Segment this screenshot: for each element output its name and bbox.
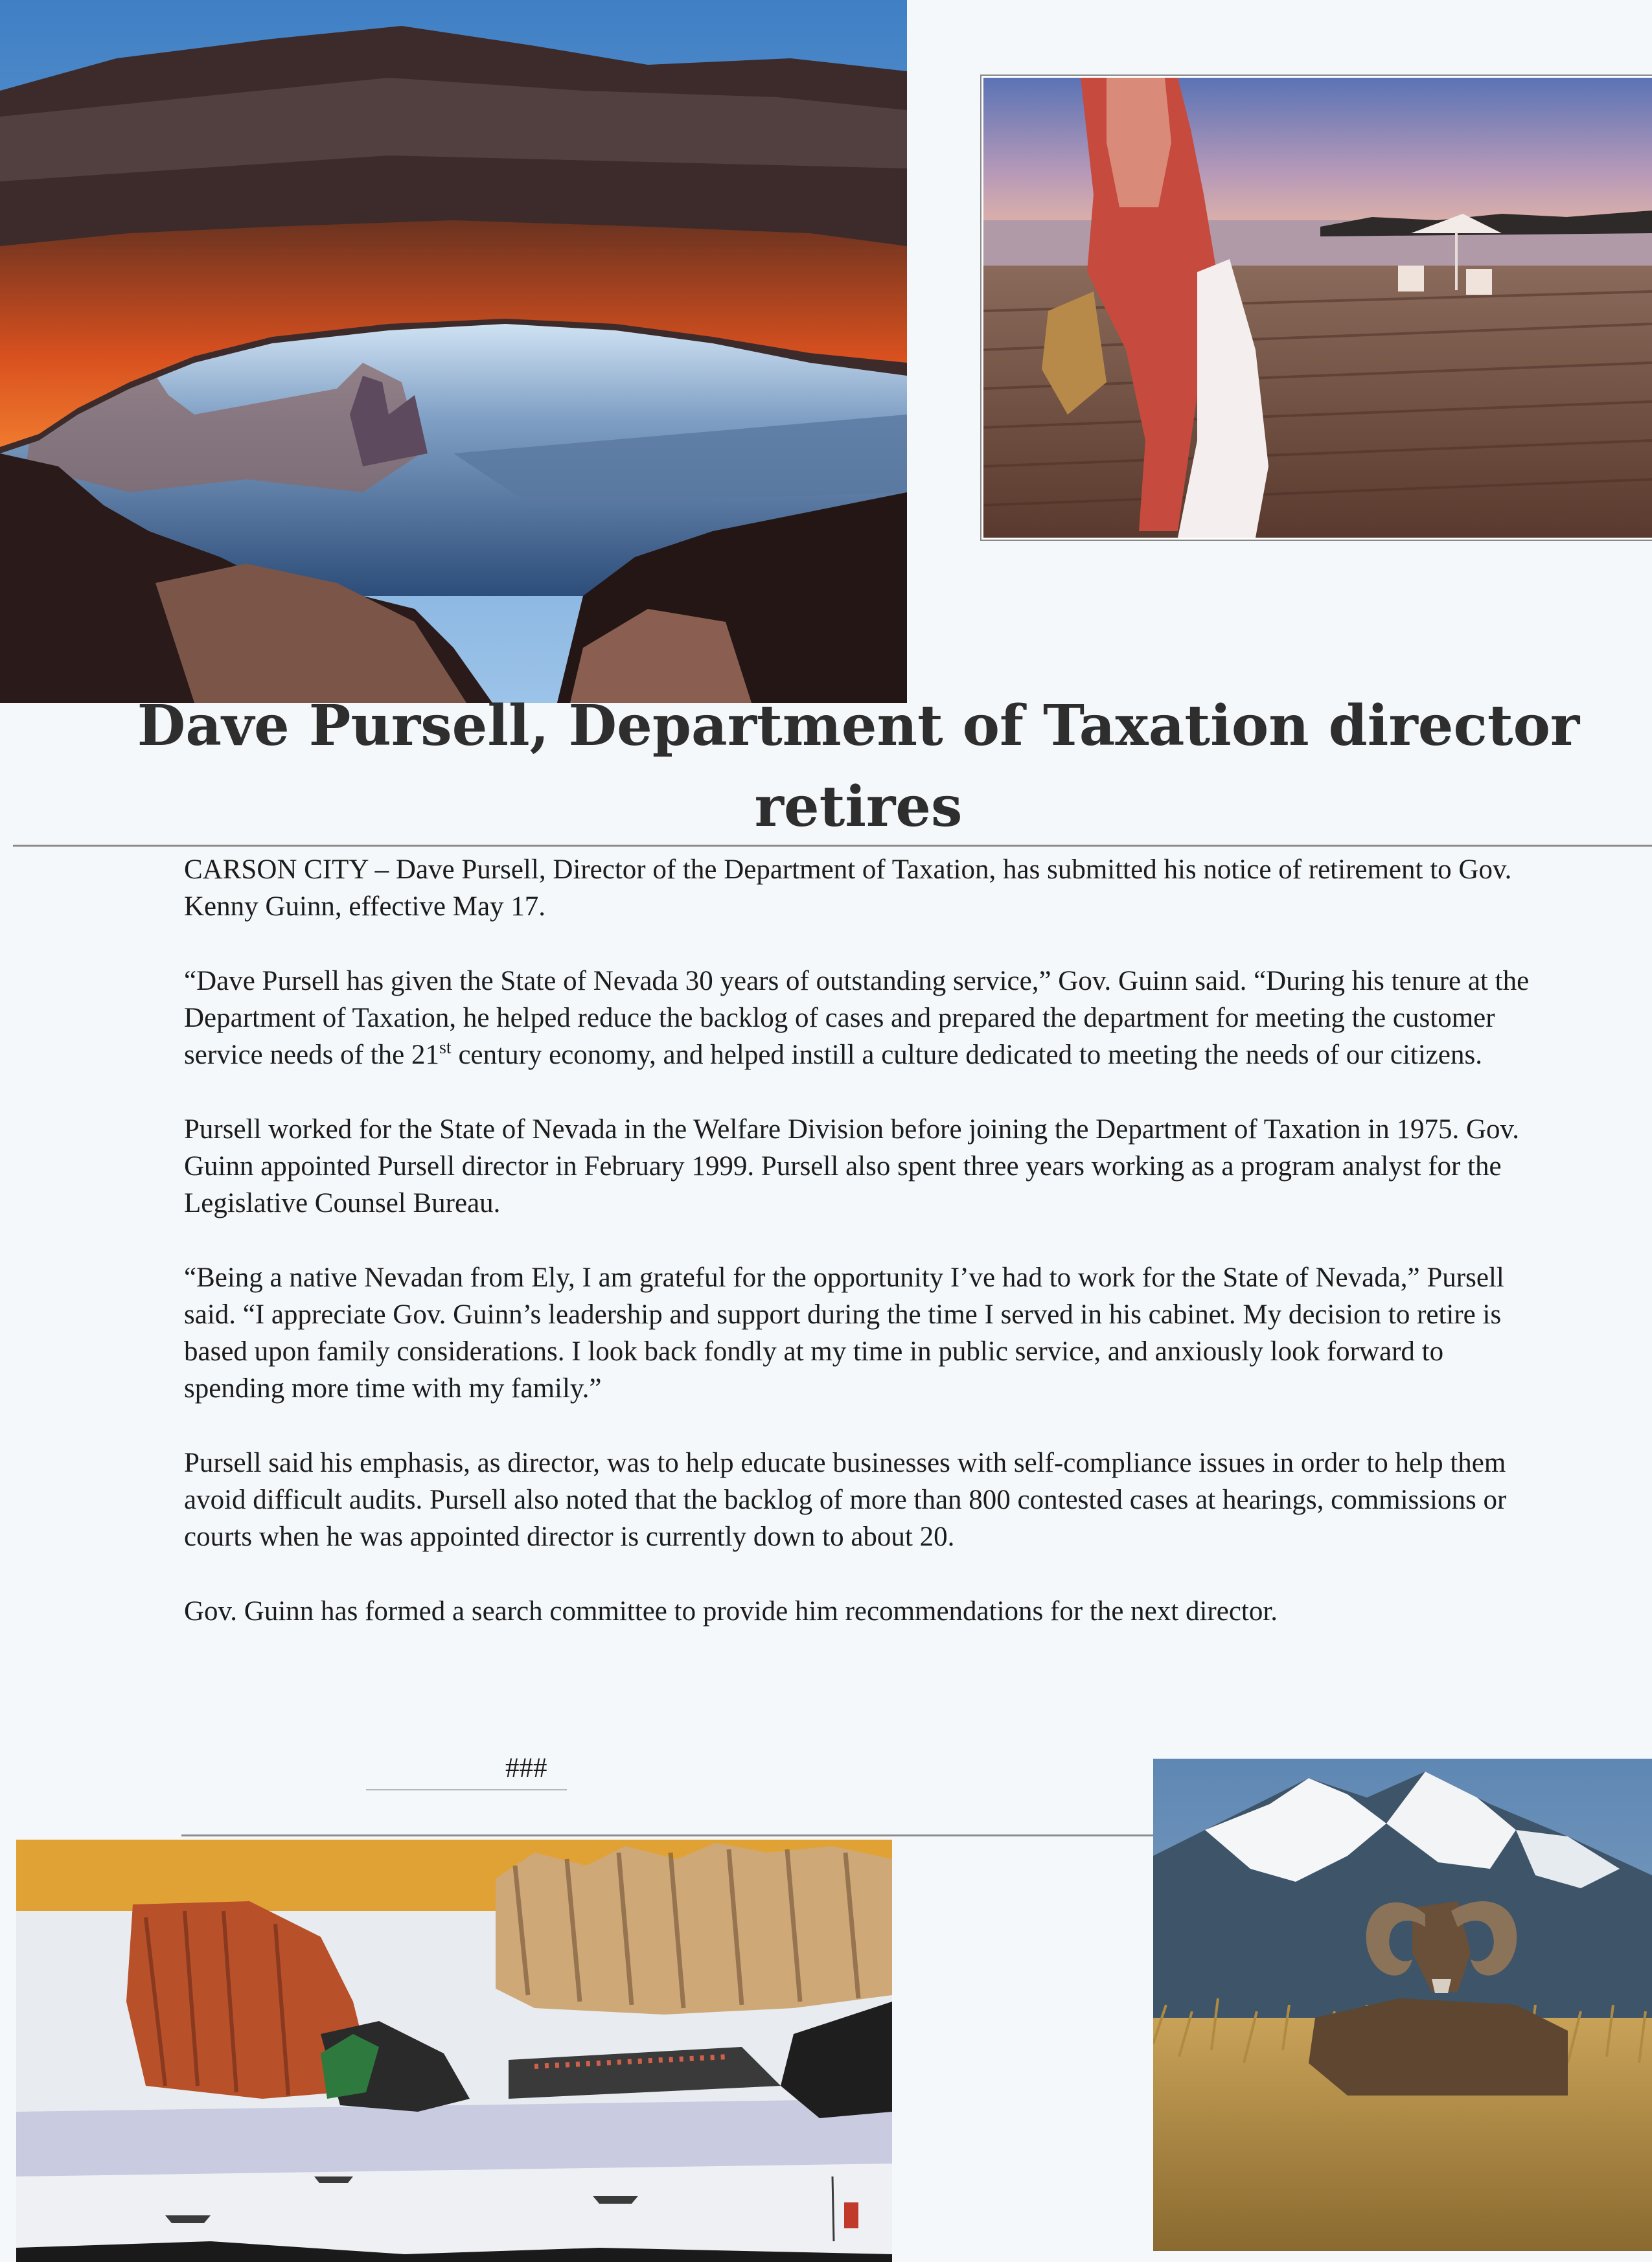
article-paragraph: “Being a native Nevadan from Ely, I am grateful for the opportunity I’ve had to work for the State of Nevada,” Pursell said. “I appreciate Gov. Guinn’s leadership and support during the time I served in his cabinet. My decision to retire is based upon family considerations. I look back fondly at my time in public service, and anxiously look forward to spending more time with my family.”: [184, 1262, 1504, 1404]
article-paragraph: Gov. Guinn has formed a search committee to provide him recommendations for the next director.: [184, 1596, 1278, 1627]
river-painting-image: [16, 1840, 892, 2262]
article-headline: Dave Pursell, Department of Taxation director retires: [137, 693, 1580, 840]
headline-divider: [13, 845, 1652, 847]
bighorn-ram-image: [1153, 1759, 1652, 2251]
article-paragraph: Pursell worked for the State of Nevada in the Welfare Division before joining the Department of Taxation in 1975. Gov. Guinn appointed Pursell director in February 1999. Pursell also spent three years working as a program analyst for the Legislative Counsel Bureau.: [184, 1114, 1519, 1218]
ordinal-superscript: st: [439, 1038, 452, 1058]
mesa-arch-image: [0, 0, 907, 703]
paragraph-text: century economy, and helped instill a culture dedicated to meeting the needs of our citizens.: [451, 1040, 1482, 1070]
end-mark: ###: [505, 1753, 547, 1783]
mesa-arch-photo: [0, 0, 907, 703]
footer-divider: [181, 1834, 1153, 1836]
article-paragraph: [184, 963, 1538, 1073]
paragraph-text: “Dave Pursell has given the State of Nevada 30 years of outstanding service,” Gov. Guinn said. “During his tenure at the Department of Taxation, he helped reduce the backlog of cases and prepared the department for meeting the customer service needs of the 21: [184, 966, 1530, 1070]
end-mark-underline: [366, 1789, 567, 1790]
article-body: [184, 851, 1538, 1667]
beach-photo: [983, 78, 1652, 538]
article-paragraph: Pursell said his emphasis, as director, was to help educate businesses with self-compliance issues in order to help them avoid difficult audits. Pursell also noted that the backlog of more than 800 contested cases at hearings, commissions or courts when he was appointed director is currently down to about 20.: [184, 1448, 1507, 1552]
river-painting: [16, 1840, 892, 2262]
bighorn-ram-photo: [1153, 1759, 1652, 2251]
beach-image: [983, 78, 1652, 538]
article-paragraph: CARSON CITY – Dave Pursell, Director of the Department of Taxation, has submitted his notice of retirement to Gov. Kenny Guinn, effective May 17.: [184, 854, 1512, 922]
